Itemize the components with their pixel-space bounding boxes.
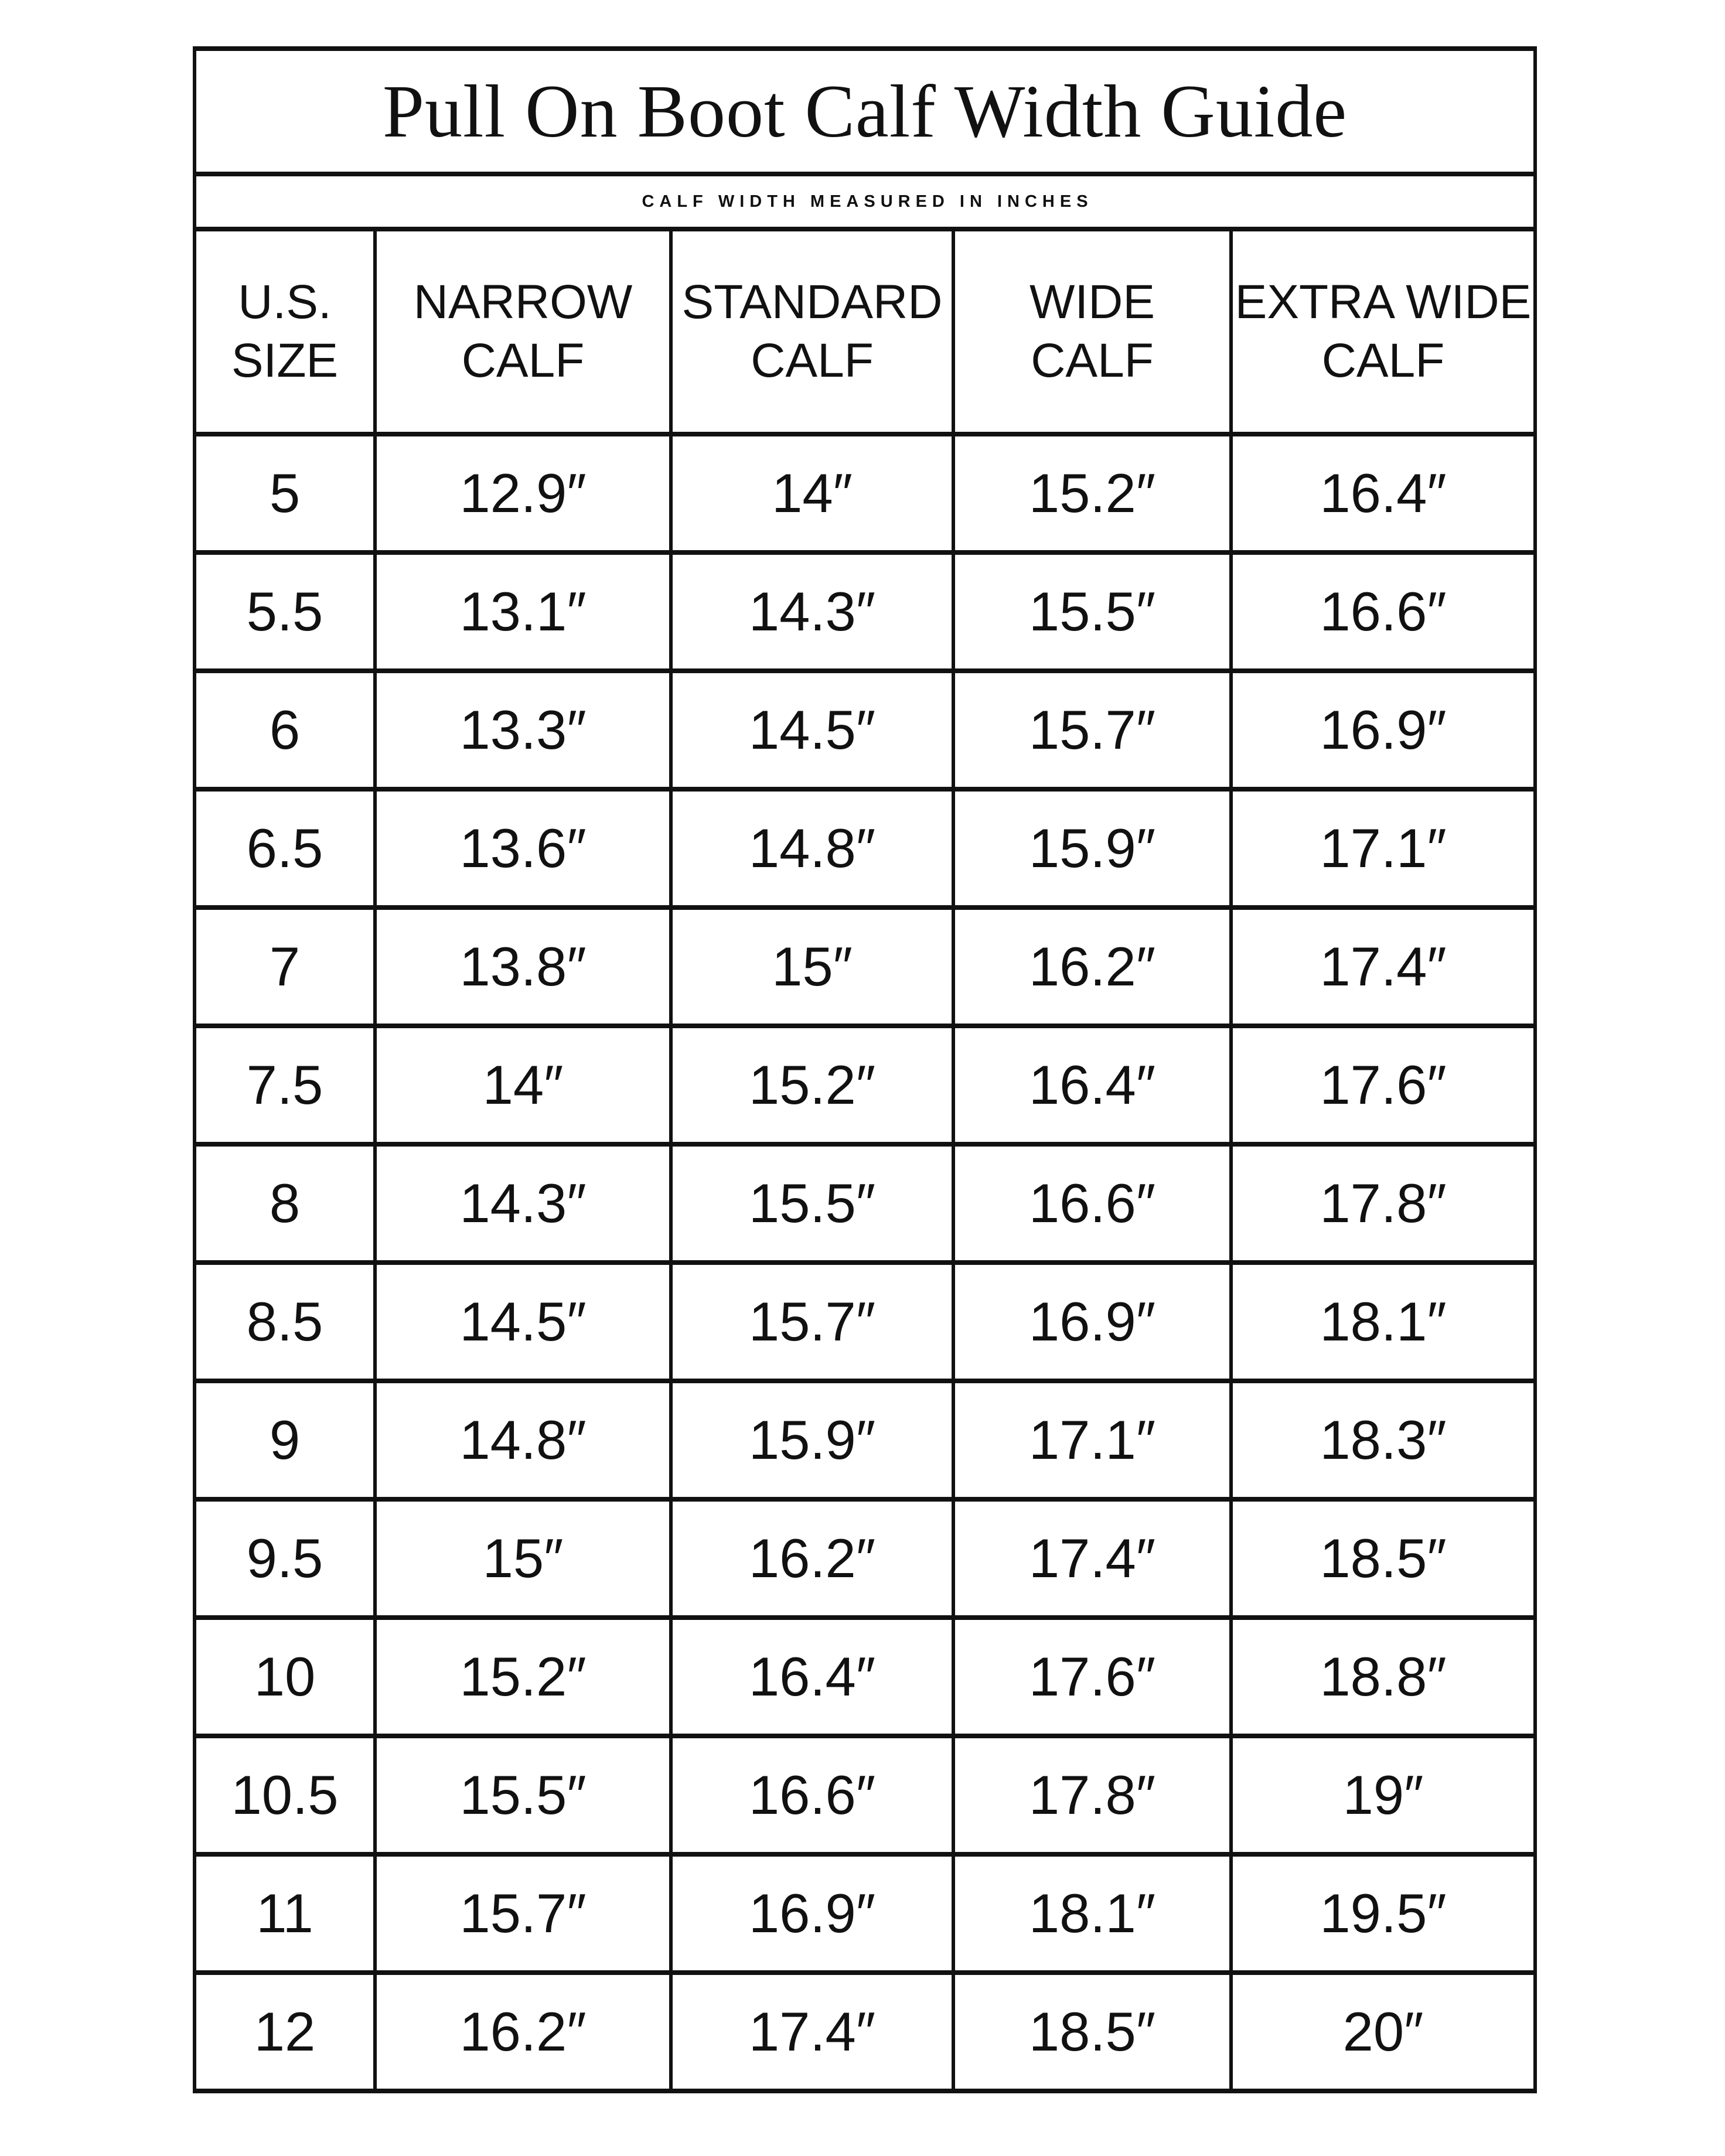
cell-us-size: 8.5 bbox=[195, 1263, 375, 1381]
cell-wide-calf: 16.2″ bbox=[953, 908, 1231, 1026]
cell-us-size: 12 bbox=[195, 1973, 375, 2091]
cell-us-size: 9 bbox=[195, 1381, 375, 1499]
cell-us-size: 6 bbox=[195, 671, 375, 789]
cell-wide-calf: 15.5″ bbox=[953, 552, 1231, 671]
cell-narrow-calf: 13.6″ bbox=[375, 789, 671, 908]
calf-width-table bbox=[193, 46, 1537, 2093]
cell-extra-wide-calf: 18.5″ bbox=[1231, 1499, 1535, 1618]
cell-standard-calf: 15.2″ bbox=[671, 1026, 953, 1144]
column-header-us-size bbox=[195, 229, 375, 434]
cell-standard-calf: 14.8″ bbox=[671, 789, 953, 908]
cell-wide-calf: 18.5″ bbox=[953, 1973, 1231, 2091]
column-header-line: CALF bbox=[1031, 334, 1154, 387]
cell-extra-wide-calf: 17.1″ bbox=[1231, 789, 1535, 908]
table-row bbox=[195, 1973, 1535, 2091]
cell-narrow-calf: 13.8″ bbox=[375, 908, 671, 1026]
cell-wide-calf: 15.2″ bbox=[953, 434, 1231, 552]
cell-extra-wide-calf: 19″ bbox=[1231, 1736, 1535, 1854]
cell-narrow-calf: 12.9″ bbox=[375, 434, 671, 552]
table-row bbox=[195, 1499, 1535, 1618]
cell-us-size: 8 bbox=[195, 1144, 375, 1263]
cell-extra-wide-calf: 20″ bbox=[1231, 1973, 1535, 2091]
cell-extra-wide-calf: 19.5″ bbox=[1231, 1854, 1535, 1973]
table-row bbox=[195, 789, 1535, 908]
cell-us-size: 6.5 bbox=[195, 789, 375, 908]
cell-extra-wide-calf: 17.6″ bbox=[1231, 1026, 1535, 1144]
cell-extra-wide-calf: 17.4″ bbox=[1231, 908, 1535, 1026]
cell-standard-calf: 14.3″ bbox=[671, 552, 953, 671]
column-header-line: WIDE bbox=[1029, 275, 1155, 329]
cell-narrow-calf: 14.3″ bbox=[375, 1144, 671, 1263]
cell-us-size: 5 bbox=[195, 434, 375, 552]
column-header-extra-wide-calf bbox=[1231, 229, 1535, 434]
cell-standard-calf: 15″ bbox=[671, 908, 953, 1026]
cell-us-size: 11 bbox=[195, 1854, 375, 1973]
table-row bbox=[195, 1144, 1535, 1263]
cell-us-size: 7.5 bbox=[195, 1026, 375, 1144]
page-subtitle: CALF WIDTH MEASURED IN INCHES bbox=[195, 174, 1535, 229]
header-row bbox=[195, 229, 1535, 434]
cell-standard-calf: 16.2″ bbox=[671, 1499, 953, 1618]
cell-standard-calf: 15.5″ bbox=[671, 1144, 953, 1263]
cell-wide-calf: 17.4″ bbox=[953, 1499, 1231, 1618]
cell-extra-wide-calf: 18.1″ bbox=[1231, 1263, 1535, 1381]
table-row bbox=[195, 552, 1535, 671]
cell-us-size: 10.5 bbox=[195, 1736, 375, 1854]
cell-standard-calf: 16.9″ bbox=[671, 1854, 953, 1973]
cell-us-size: 5.5 bbox=[195, 552, 375, 671]
cell-standard-calf: 16.4″ bbox=[671, 1618, 953, 1736]
column-header-wide-calf bbox=[953, 229, 1231, 434]
subtitle-row bbox=[195, 174, 1535, 229]
column-header-line: STANDARD bbox=[681, 275, 943, 329]
cell-narrow-calf: 14.5″ bbox=[375, 1263, 671, 1381]
cell-extra-wide-calf: 16.4″ bbox=[1231, 434, 1535, 552]
table-row bbox=[195, 671, 1535, 789]
table-row bbox=[195, 1381, 1535, 1499]
cell-standard-calf: 16.6″ bbox=[671, 1736, 953, 1854]
page-title: Pull On Boot Calf Width Guide bbox=[195, 49, 1535, 174]
cell-us-size: 10 bbox=[195, 1618, 375, 1736]
column-header-standard-calf bbox=[671, 229, 953, 434]
table-row bbox=[195, 908, 1535, 1026]
cell-narrow-calf: 15″ bbox=[375, 1499, 671, 1618]
cell-us-size: 9.5 bbox=[195, 1499, 375, 1618]
table-row bbox=[195, 1263, 1535, 1381]
table-row bbox=[195, 1736, 1535, 1854]
column-header-line: U.S. bbox=[238, 275, 332, 329]
cell-standard-calf: 14″ bbox=[671, 434, 953, 552]
cell-narrow-calf: 14″ bbox=[375, 1026, 671, 1144]
cell-wide-calf: 16.4″ bbox=[953, 1026, 1231, 1144]
cell-standard-calf: 14.5″ bbox=[671, 671, 953, 789]
cell-standard-calf: 15.7″ bbox=[671, 1263, 953, 1381]
cell-extra-wide-calf: 16.6″ bbox=[1231, 552, 1535, 671]
column-header-line: EXTRA WIDE bbox=[1235, 275, 1532, 329]
table-row bbox=[195, 1026, 1535, 1144]
cell-us-size: 7 bbox=[195, 908, 375, 1026]
cell-wide-calf: 16.6″ bbox=[953, 1144, 1231, 1263]
column-header-line: CALF bbox=[461, 334, 585, 387]
cell-narrow-calf: 15.7″ bbox=[375, 1854, 671, 1973]
table-row bbox=[195, 434, 1535, 552]
column-header-line: CALF bbox=[1321, 334, 1445, 387]
column-header-line: NARROW bbox=[413, 275, 633, 329]
cell-wide-calf: 18.1″ bbox=[953, 1854, 1231, 1973]
table-row bbox=[195, 1854, 1535, 1973]
cell-extra-wide-calf: 18.3″ bbox=[1231, 1381, 1535, 1499]
cell-narrow-calf: 16.2″ bbox=[375, 1973, 671, 2091]
column-header-line: CALF bbox=[751, 334, 874, 387]
cell-narrow-calf: 13.3″ bbox=[375, 671, 671, 789]
cell-extra-wide-calf: 17.8″ bbox=[1231, 1144, 1535, 1263]
column-header-narrow-calf bbox=[375, 229, 671, 434]
cell-wide-calf: 15.9″ bbox=[953, 789, 1231, 908]
cell-wide-calf: 17.1″ bbox=[953, 1381, 1231, 1499]
cell-narrow-calf: 15.5″ bbox=[375, 1736, 671, 1854]
cell-wide-calf: 17.6″ bbox=[953, 1618, 1231, 1736]
cell-extra-wide-calf: 18.8″ bbox=[1231, 1618, 1535, 1736]
cell-standard-calf: 15.9″ bbox=[671, 1381, 953, 1499]
cell-extra-wide-calf: 16.9″ bbox=[1231, 671, 1535, 789]
column-header-line: SIZE bbox=[231, 334, 339, 387]
cell-wide-calf: 15.7″ bbox=[953, 671, 1231, 789]
title-row bbox=[195, 49, 1535, 174]
cell-narrow-calf: 13.1″ bbox=[375, 552, 671, 671]
cell-standard-calf: 17.4″ bbox=[671, 1973, 953, 2091]
cell-narrow-calf: 15.2″ bbox=[375, 1618, 671, 1736]
cell-wide-calf: 17.8″ bbox=[953, 1736, 1231, 1854]
cell-narrow-calf: 14.8″ bbox=[375, 1381, 671, 1499]
cell-wide-calf: 16.9″ bbox=[953, 1263, 1231, 1381]
table-row bbox=[195, 1618, 1535, 1736]
